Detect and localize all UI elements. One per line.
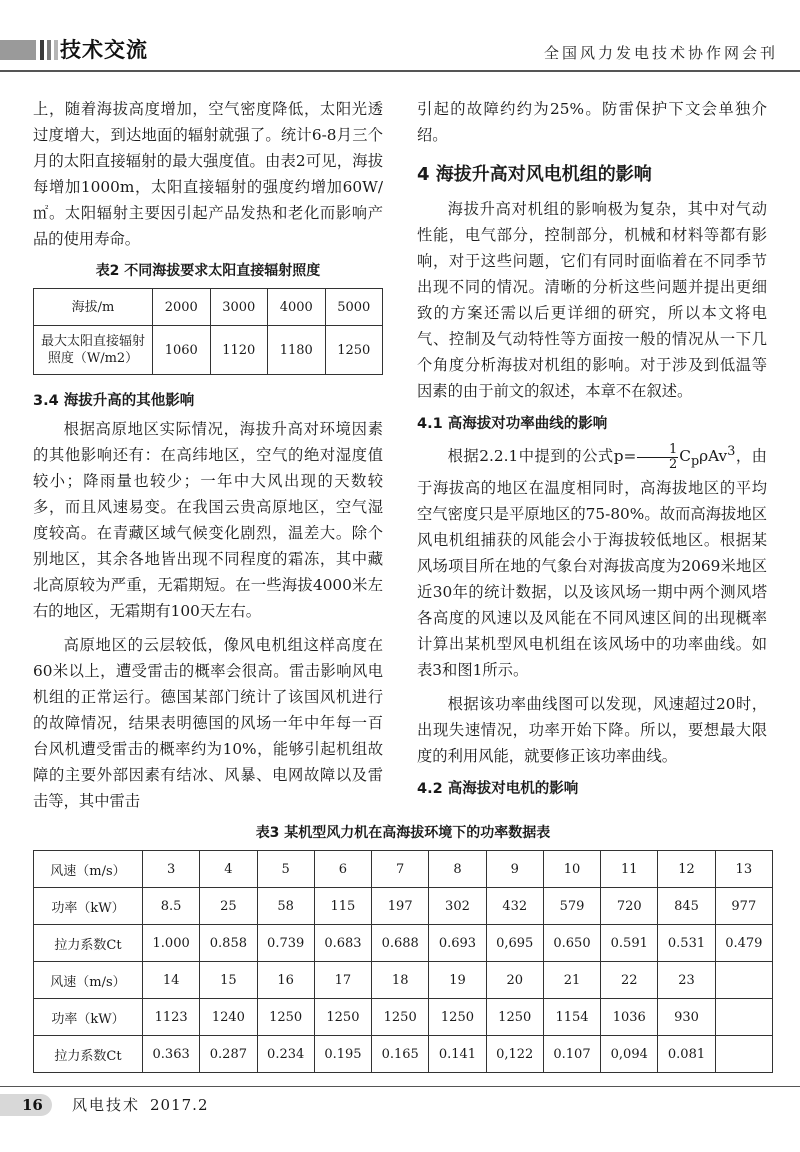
table3-row-label: 功率（kW） (34, 888, 143, 925)
table-cell: 0.141 (429, 1036, 486, 1073)
table-cell: 0.683 (314, 925, 371, 962)
page-number: 16 (22, 1096, 43, 1114)
paragraph-lightning: 高原地区的云层较低，像风电机组这样高度在60米以上，遭受雷击的概率会很高。雷击影响风电机组的正常运行。德国某部门统计了该国风机进行的故障情况，结果表明德国的风场一年中年每一百台风机遭受雷击的概率约为10%，能够引起机组故障的主要外部因素有结冰、风暴、电网故障以及雷击等，其中雷击 (33, 636, 383, 810)
table-cell: 0,094 (601, 1036, 658, 1073)
table-cell: 1060 (153, 326, 211, 375)
header-gray-bar (0, 40, 36, 60)
footer-rule (0, 1086, 800, 1087)
header-stripes (40, 40, 58, 60)
table-cell: 0.363 (143, 1036, 200, 1073)
table-cell: 8 (429, 851, 486, 888)
section-4-1-title: 4.1 高海拔对功率曲线的影响 (417, 416, 608, 432)
left-column (33, 96, 383, 814)
table-cell: 8.5 (143, 888, 200, 925)
table2 (33, 288, 383, 375)
table-cell: 0.234 (257, 1036, 314, 1073)
table-cell (715, 999, 772, 1036)
table-cell: 0.479 (715, 925, 772, 962)
table-cell: 1.000 (143, 925, 200, 962)
table-cell: 0.858 (200, 925, 257, 962)
table3 (33, 850, 773, 1073)
table-cell: 720 (601, 888, 658, 925)
table-cell: 3000 (210, 289, 268, 326)
table-cell: 0,122 (486, 1036, 543, 1073)
table-cell: 1250 (486, 999, 543, 1036)
table-cell: 0.107 (543, 1036, 600, 1073)
table-cell (715, 962, 772, 999)
table-cell: 1180 (268, 326, 326, 375)
table-cell: 1120 (210, 326, 268, 375)
table-cell: 12 (658, 851, 715, 888)
table-cell: 0.650 (543, 925, 600, 962)
table-cell: 1250 (372, 999, 429, 1036)
table-cell: 16 (257, 962, 314, 999)
journal-society: 全国风力发电技术协作网会刊 (543, 44, 778, 62)
table-cell: 0,695 (486, 925, 543, 962)
journal-name: 风电技术 (72, 1096, 141, 1114)
table-cell: 6 (314, 851, 371, 888)
table2-row-label: 最大太阳直接辐射照度（W/m2） (34, 326, 153, 375)
table-cell: 930 (658, 999, 715, 1036)
table-row (34, 326, 383, 375)
table-cell: 14 (143, 962, 200, 999)
section-4-title: 4 海拔升高对风电机组的影响 (417, 164, 652, 185)
section-4-2-title: 4.2 高海拔对电机的影响 (417, 781, 579, 798)
table3-row-label: 风速（m/s） (34, 851, 143, 888)
table3-row-label: 拉力系数Ct (34, 1036, 143, 1073)
table-cell: 1154 (543, 999, 600, 1036)
table-cell (715, 1036, 772, 1073)
page-footer (0, 1082, 800, 1122)
table-cell: 0.165 (372, 1036, 429, 1073)
table3-row-label: 风速（m/s） (34, 962, 143, 999)
paragraph-other-effects: 根据高原地区实际情况，海拔升高对环境因素的其他影响还有：在高纬地区，空气的绝对湿度值较小；降雨量也较少；一年中大风出现的天数较多，而且风速易变。在我国云贵高原地区，空气湿度较高。在青藏区域气候变化剧烈，温差大。除个别地区，其余各地皆出现不同程度的霜冻，其中藏北高原较为严重，无霜期短。在一些海拔4000米左右的地区，无霜期有100天左右。 (33, 420, 383, 620)
table-cell: 579 (543, 888, 600, 925)
table-cell: 1036 (601, 999, 658, 1036)
table-cell: 25 (200, 888, 257, 925)
formula-lead-text: 根据2.2.1中提到的公式 (447, 447, 614, 466)
table-cell: 0.693 (429, 925, 486, 962)
table3-title: 表3 某机型风力机在高海拔环境下的功率数据表 (255, 825, 551, 841)
table-cell: 302 (429, 888, 486, 925)
table-row (34, 925, 773, 962)
table-cell: 2000 (153, 289, 211, 326)
issue-number: 2017.2 (150, 1096, 209, 1114)
table-cell: 10 (543, 851, 600, 888)
paragraph-continued: 引起的故障约约为25%。防雷保护下文会单独介绍。 (417, 100, 767, 144)
table-cell: 11 (601, 851, 658, 888)
table-row (34, 851, 773, 888)
table-row (34, 999, 773, 1036)
table-cell: 58 (257, 888, 314, 925)
table-cell: 5000 (325, 289, 383, 326)
table-cell: 9 (486, 851, 543, 888)
paragraph-power-curve (417, 439, 767, 683)
table-cell: 18 (372, 962, 429, 999)
table-row (34, 289, 383, 326)
table-row (34, 962, 773, 999)
right-column (417, 96, 767, 804)
table-cell: 0.591 (601, 925, 658, 962)
table-cell: 21 (543, 962, 600, 999)
table-cell: 0.195 (314, 1036, 371, 1073)
table-cell: 0.688 (372, 925, 429, 962)
table-cell: 17 (314, 962, 371, 999)
table-cell: 432 (486, 888, 543, 925)
section-3-4-title: 3.4 海拔升高的其他影响 (33, 393, 195, 409)
table3-row-label: 功率（kW） (34, 999, 143, 1036)
table-row (34, 1036, 773, 1073)
table-cell: 7 (372, 851, 429, 888)
table-cell: 19 (429, 962, 486, 999)
table-cell: 1123 (143, 999, 200, 1036)
table-cell: 197 (372, 888, 429, 925)
table-cell: 0.739 (257, 925, 314, 962)
table-cell: 4 (200, 851, 257, 888)
table-cell: 1250 (314, 999, 371, 1036)
table-cell: 1240 (200, 999, 257, 1036)
table3-row-label: 拉力系数Ct (34, 925, 143, 962)
table-row (34, 888, 773, 925)
table3-block (33, 814, 773, 1073)
table-cell: 5 (257, 851, 314, 888)
table-cell: 1250 (325, 326, 383, 375)
table-cell: 22 (601, 962, 658, 999)
table-cell: 3 (143, 851, 200, 888)
table-cell: 15 (200, 962, 257, 999)
paragraph-stall: 根据该功率曲线图可以发现，风速超过20时，出现失速情况，功率开始下降。所以，要想最大限度的利用风能，就要修正该功率曲线。 (417, 695, 767, 766)
table-cell: 20 (486, 962, 543, 999)
fraction: $\frac{1}{2}$ (637, 443, 678, 472)
formula-follow-text: ，由于海拔高的地区在温度相同时，高海拔地区的平均空气密度只是平原地区的75-80%。故而高海拔地区风电机组捕获的风能会小于海拔较低地区。根据某风场项目所在地的气象台对海拔高度为2069米地区近30年的统计数据，以及该风场一期中两个测风塔各高度的风速以及风能在不同风速区间的出现概率计算出某机型风电机组在该风场中的功率曲线。如表3和图1所示。 (417, 447, 767, 680)
header-rule (0, 70, 800, 72)
table2-row-label: 海拔/m (34, 289, 153, 326)
paragraph-solar-radiation: 上，随着海拔高度增加，空气密度降低，太阳光透过度增大，到达地面的辐射就强了。统计6-8月三个月的太阳直接辐射的最大强度值。由表2可见，海拔每增加1000m，太阳直接辐射的强度约增加60W/㎡。太阳辐射主要因引起产品发热和老化而影响产品的使用寿命。 (33, 100, 383, 248)
table-cell: 0.531 (658, 925, 715, 962)
table-cell: 0.081 (658, 1036, 715, 1073)
table-cell: 845 (658, 888, 715, 925)
table-cell: 13 (715, 851, 772, 888)
table-cell: 1250 (257, 999, 314, 1036)
table-cell: 0.287 (200, 1036, 257, 1073)
table2-title: 表2 不同海拔要求太阳直接辐射照度 (95, 263, 321, 279)
power-formula: p= $\frac{1}{2}$ $C_p\rho Av^3$ (613, 441, 736, 472)
table-cell: 977 (715, 888, 772, 925)
table-cell: 115 (314, 888, 371, 925)
paragraph-altitude-impact: 海拔升高对机组的影响极为复杂，其中对气动性能，电气部分，控制部分，机械和材料等都有影响，对于这些问题，它们有同时面临着在不同季节出现不同的情况。清晰的分析这些问题并提出更细致的方案还需以后更详细的研究，所以本文将电气、控制及气动特性等方面按一般的情况从一下几个角度分析海拔对机组的影响。对于涉及到低温等因素的由于前文的叙述，本章不在叙述。 (417, 200, 767, 400)
table-cell: 1250 (429, 999, 486, 1036)
table-cell: 23 (658, 962, 715, 999)
table-cell: 4000 (268, 289, 326, 326)
page-header (0, 28, 800, 74)
column-title: 技术交流 (60, 38, 148, 62)
